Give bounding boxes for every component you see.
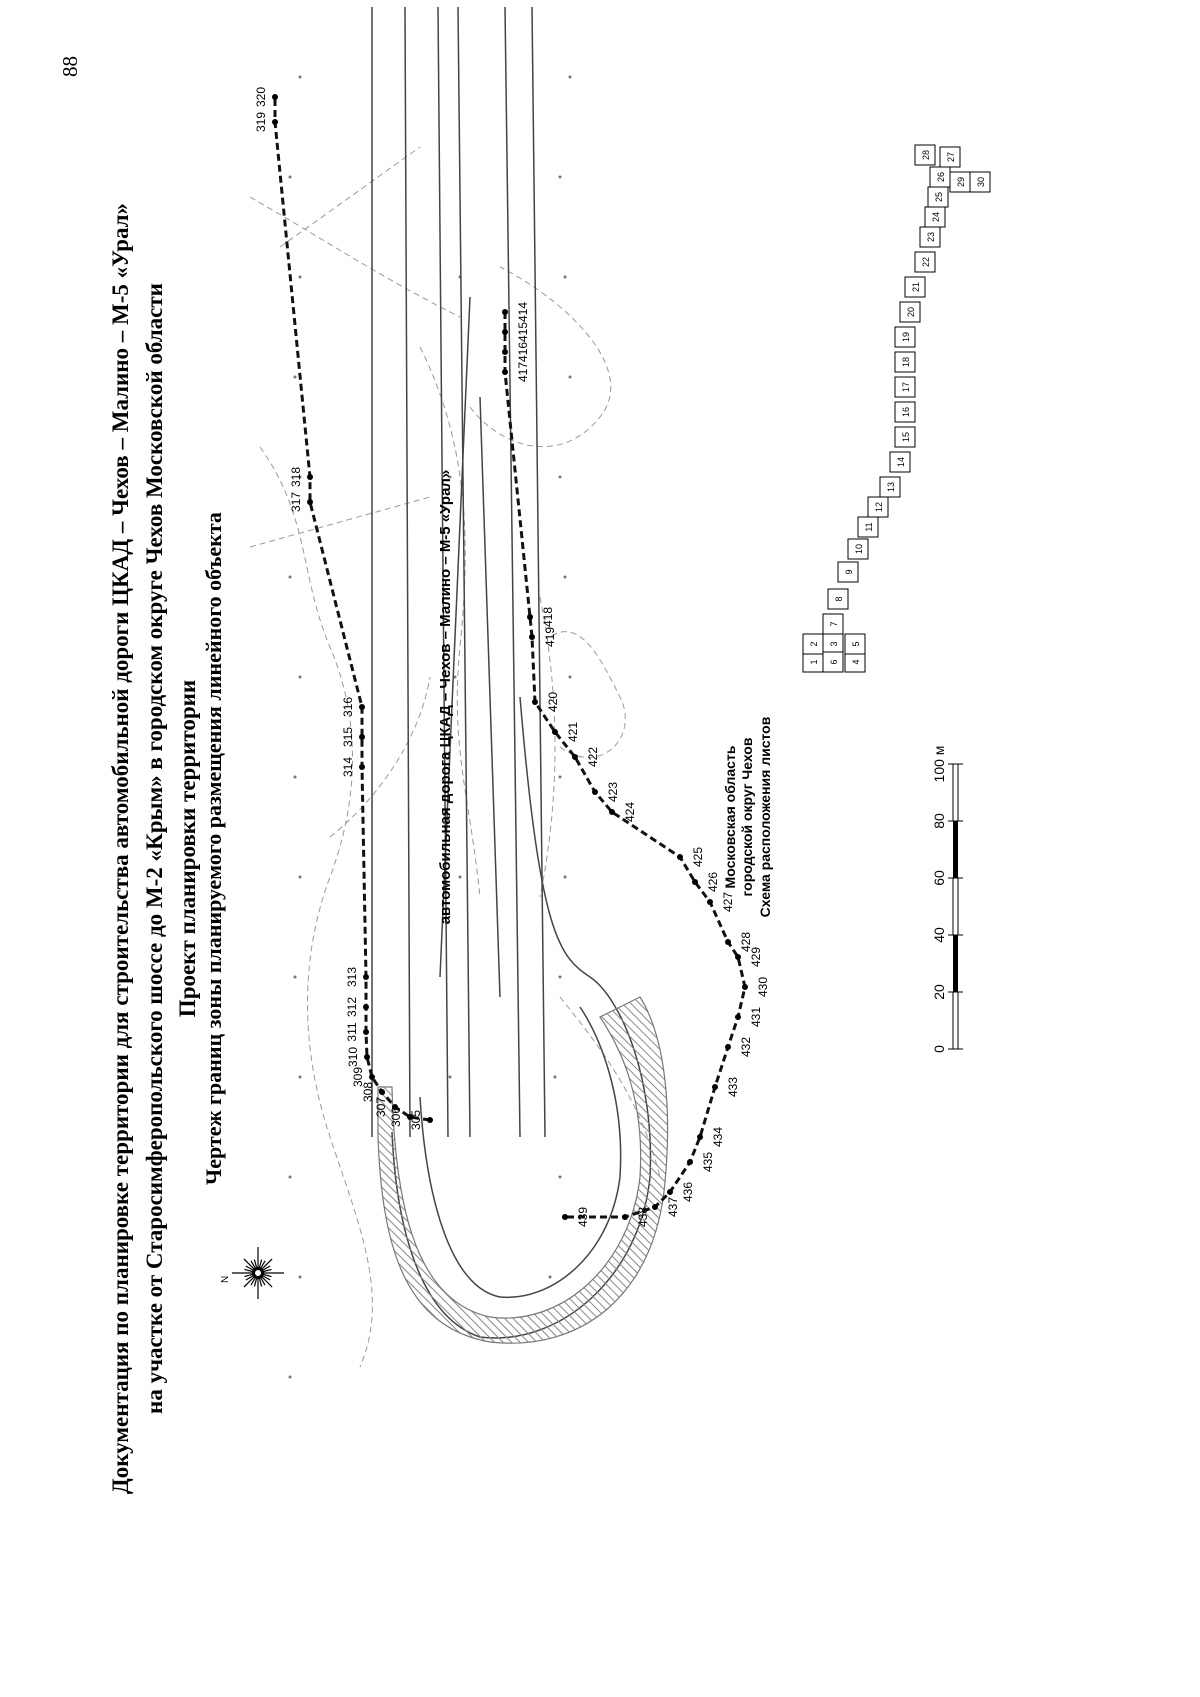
point-label: 435: [701, 1151, 715, 1173]
sheet-number: 29: [956, 176, 966, 188]
point-label: 419: [543, 626, 557, 648]
title-line-1: Документация по планировке территории для строительства автомобильной дороги ЦКАД – Чехов – Малино – М-5 «Урал»: [108, 202, 133, 1495]
boundary-vertex: [307, 474, 313, 480]
point-label: 433: [726, 1076, 740, 1098]
point-label: 318: [289, 466, 303, 488]
sheet-number: 15: [901, 431, 911, 443]
sheet-number: 1: [809, 659, 819, 665]
boundary-vertex: [427, 1117, 433, 1123]
point-label: 309: [351, 1066, 365, 1088]
point-label: 315: [341, 726, 355, 748]
sheet-number: 3: [829, 641, 839, 647]
boundary-vertex: [529, 634, 535, 640]
boundary-vertex: [725, 1044, 731, 1050]
sheet-number: 12: [874, 501, 884, 513]
sheet-number: 6: [829, 659, 839, 665]
sheet-number: 4: [851, 659, 861, 665]
boundary-vertex: [363, 1029, 369, 1035]
boundary-vertex: [359, 734, 365, 740]
title-line-4: Чертеж границ зоны планируемого размещения линейного объекта: [201, 512, 226, 1185]
point-label: 420: [546, 691, 560, 713]
boundary-vertex: [609, 809, 615, 815]
point-label: 423: [606, 781, 620, 803]
boundary-vertex: [687, 1159, 693, 1165]
scale-tick-label: 20: [931, 984, 947, 1000]
boundary-vertex: [725, 939, 731, 945]
sheet-number: 16: [901, 406, 911, 418]
boundary-vertex: [677, 854, 683, 860]
sheet-number: 9: [844, 569, 854, 575]
sheet-number: 25: [934, 191, 944, 203]
point-label: 436: [681, 1181, 695, 1203]
boundary-vertex: [379, 1089, 385, 1095]
boundary-vertex: [363, 974, 369, 980]
sheet-number: 5: [851, 641, 861, 647]
point-label: 432: [739, 1036, 753, 1058]
point-label: 417: [516, 361, 530, 383]
sheet-number: 7: [829, 621, 839, 627]
title-line-2: на участке от Старосимферопольского шоссе до М-2 «Крым» в городском округе Чехов Московской области: [142, 283, 167, 1414]
sheet-number: 21: [911, 281, 921, 293]
sheet-number: 14: [896, 456, 906, 468]
point-label: 427: [721, 891, 735, 913]
point-label: 429: [749, 946, 763, 968]
boundary-vertex: [707, 899, 713, 905]
point-label: 424: [623, 801, 637, 823]
sheet-number: 27: [946, 151, 956, 163]
point-label: 306: [389, 1106, 403, 1128]
sheet-number: 10: [854, 543, 864, 555]
point-label: 421: [566, 721, 580, 743]
boundary-vertex: [572, 754, 578, 760]
point-label: 416: [516, 341, 530, 363]
page-number: 88: [58, 56, 82, 77]
point-label: 430: [756, 976, 770, 998]
compass-icon: [220, 1247, 284, 1299]
key-map-region: Московская область: [722, 745, 738, 889]
point-label: 320: [254, 86, 268, 108]
point-label: 305: [409, 1109, 423, 1131]
boundary-vertex: [369, 1074, 375, 1080]
point-label: 311: [345, 1022, 359, 1042]
boundary-vertex: [532, 699, 538, 705]
boundary-vertex: [697, 1134, 703, 1140]
point-label: 319: [254, 111, 268, 133]
sheet-number: 30: [976, 176, 986, 188]
sheet-number: 8: [834, 596, 844, 602]
point-label: 434: [711, 1126, 725, 1148]
boundary-vertex: [359, 764, 365, 770]
point-label: 439: [576, 1206, 590, 1228]
key-map-title: Схема расположения листов: [757, 716, 773, 918]
boundary-vertex: [552, 729, 558, 735]
point-label: 415: [516, 321, 530, 343]
boundary-vertex: [359, 704, 365, 710]
point-label: 431: [749, 1006, 763, 1028]
boundary-vertex: [272, 119, 278, 125]
boundary-vertex: [742, 984, 748, 990]
boundary-vertex: [527, 614, 533, 620]
sheet-number: 19: [901, 331, 911, 343]
point-label: 308: [361, 1081, 375, 1103]
boundary-vertex: [712, 1084, 718, 1090]
boundary-vertex: [652, 1204, 658, 1210]
point-label: 418: [541, 606, 555, 628]
boundary-vertex: [364, 1054, 370, 1060]
road-lines: [372, 7, 650, 1338]
scale-tick-label: 60: [931, 870, 947, 886]
point-label: 307: [374, 1096, 388, 1118]
title-line-3: Проект планировки территории: [175, 679, 200, 1018]
sheet-number: 22: [921, 256, 931, 268]
boundary-vertex: [562, 1214, 568, 1220]
boundary-vertex: [502, 329, 508, 335]
sheet-number: 28: [921, 149, 931, 161]
boundary-vertex: [692, 879, 698, 885]
point-label: 425: [691, 846, 705, 868]
sheet-number: 11: [864, 522, 874, 532]
point-labels: [254, 87, 770, 1227]
boundary-vertex: [502, 369, 508, 375]
road-label: автомобильная дорога ЦКАД – Чехов – Малино – М-5 «Урал»: [437, 469, 454, 925]
north-label: N: [220, 1275, 231, 1283]
point-label: 414: [516, 301, 530, 323]
point-label: 438: [636, 1206, 650, 1228]
hatched-ramp-zone: [378, 997, 668, 1343]
point-label: 426: [706, 871, 720, 893]
boundary-vertex: [272, 94, 278, 100]
point-label: 312: [345, 996, 359, 1018]
boundary-vertex: [363, 1004, 369, 1010]
boundary-vertex: [667, 1189, 673, 1195]
scale-tick-label: 40: [931, 927, 947, 943]
point-label: 316: [341, 696, 355, 718]
sheet-number: 17: [901, 381, 911, 393]
scale-tick-label: 0: [931, 1045, 947, 1053]
point-label: 317: [289, 491, 303, 513]
boundary-lower: [502, 309, 748, 1220]
boundary-vertex: [307, 499, 313, 505]
boundary-vertex: [502, 309, 508, 315]
sheet-number: 23: [926, 231, 936, 243]
sheet-number: 13: [886, 481, 896, 493]
scale-tick-label: 100 м: [931, 745, 947, 783]
key-map-district: городской округ Чехов: [739, 737, 755, 897]
point-label: 313: [345, 966, 359, 988]
boundary-vertex: [735, 954, 741, 960]
scale-bar: [931, 746, 963, 1053]
scale-tick-label: 80: [931, 813, 947, 829]
point-label: 310: [346, 1046, 360, 1068]
sheet-number: 18: [901, 356, 911, 368]
point-label: 437: [666, 1196, 680, 1218]
sheet-number: 2: [809, 641, 819, 647]
sheet-number: 20: [906, 306, 916, 318]
sheet-key-map: [803, 145, 990, 672]
sheet-number: 26: [936, 171, 946, 183]
boundary-vertex: [502, 349, 508, 355]
point-label: 314: [341, 756, 355, 778]
boundary-vertex: [592, 789, 598, 795]
sheet-number: 24: [931, 211, 941, 223]
boundary-vertex: [735, 1014, 741, 1020]
point-label: 422: [586, 746, 600, 768]
point-label: 428: [739, 931, 753, 953]
boundary-vertex: [622, 1214, 628, 1220]
